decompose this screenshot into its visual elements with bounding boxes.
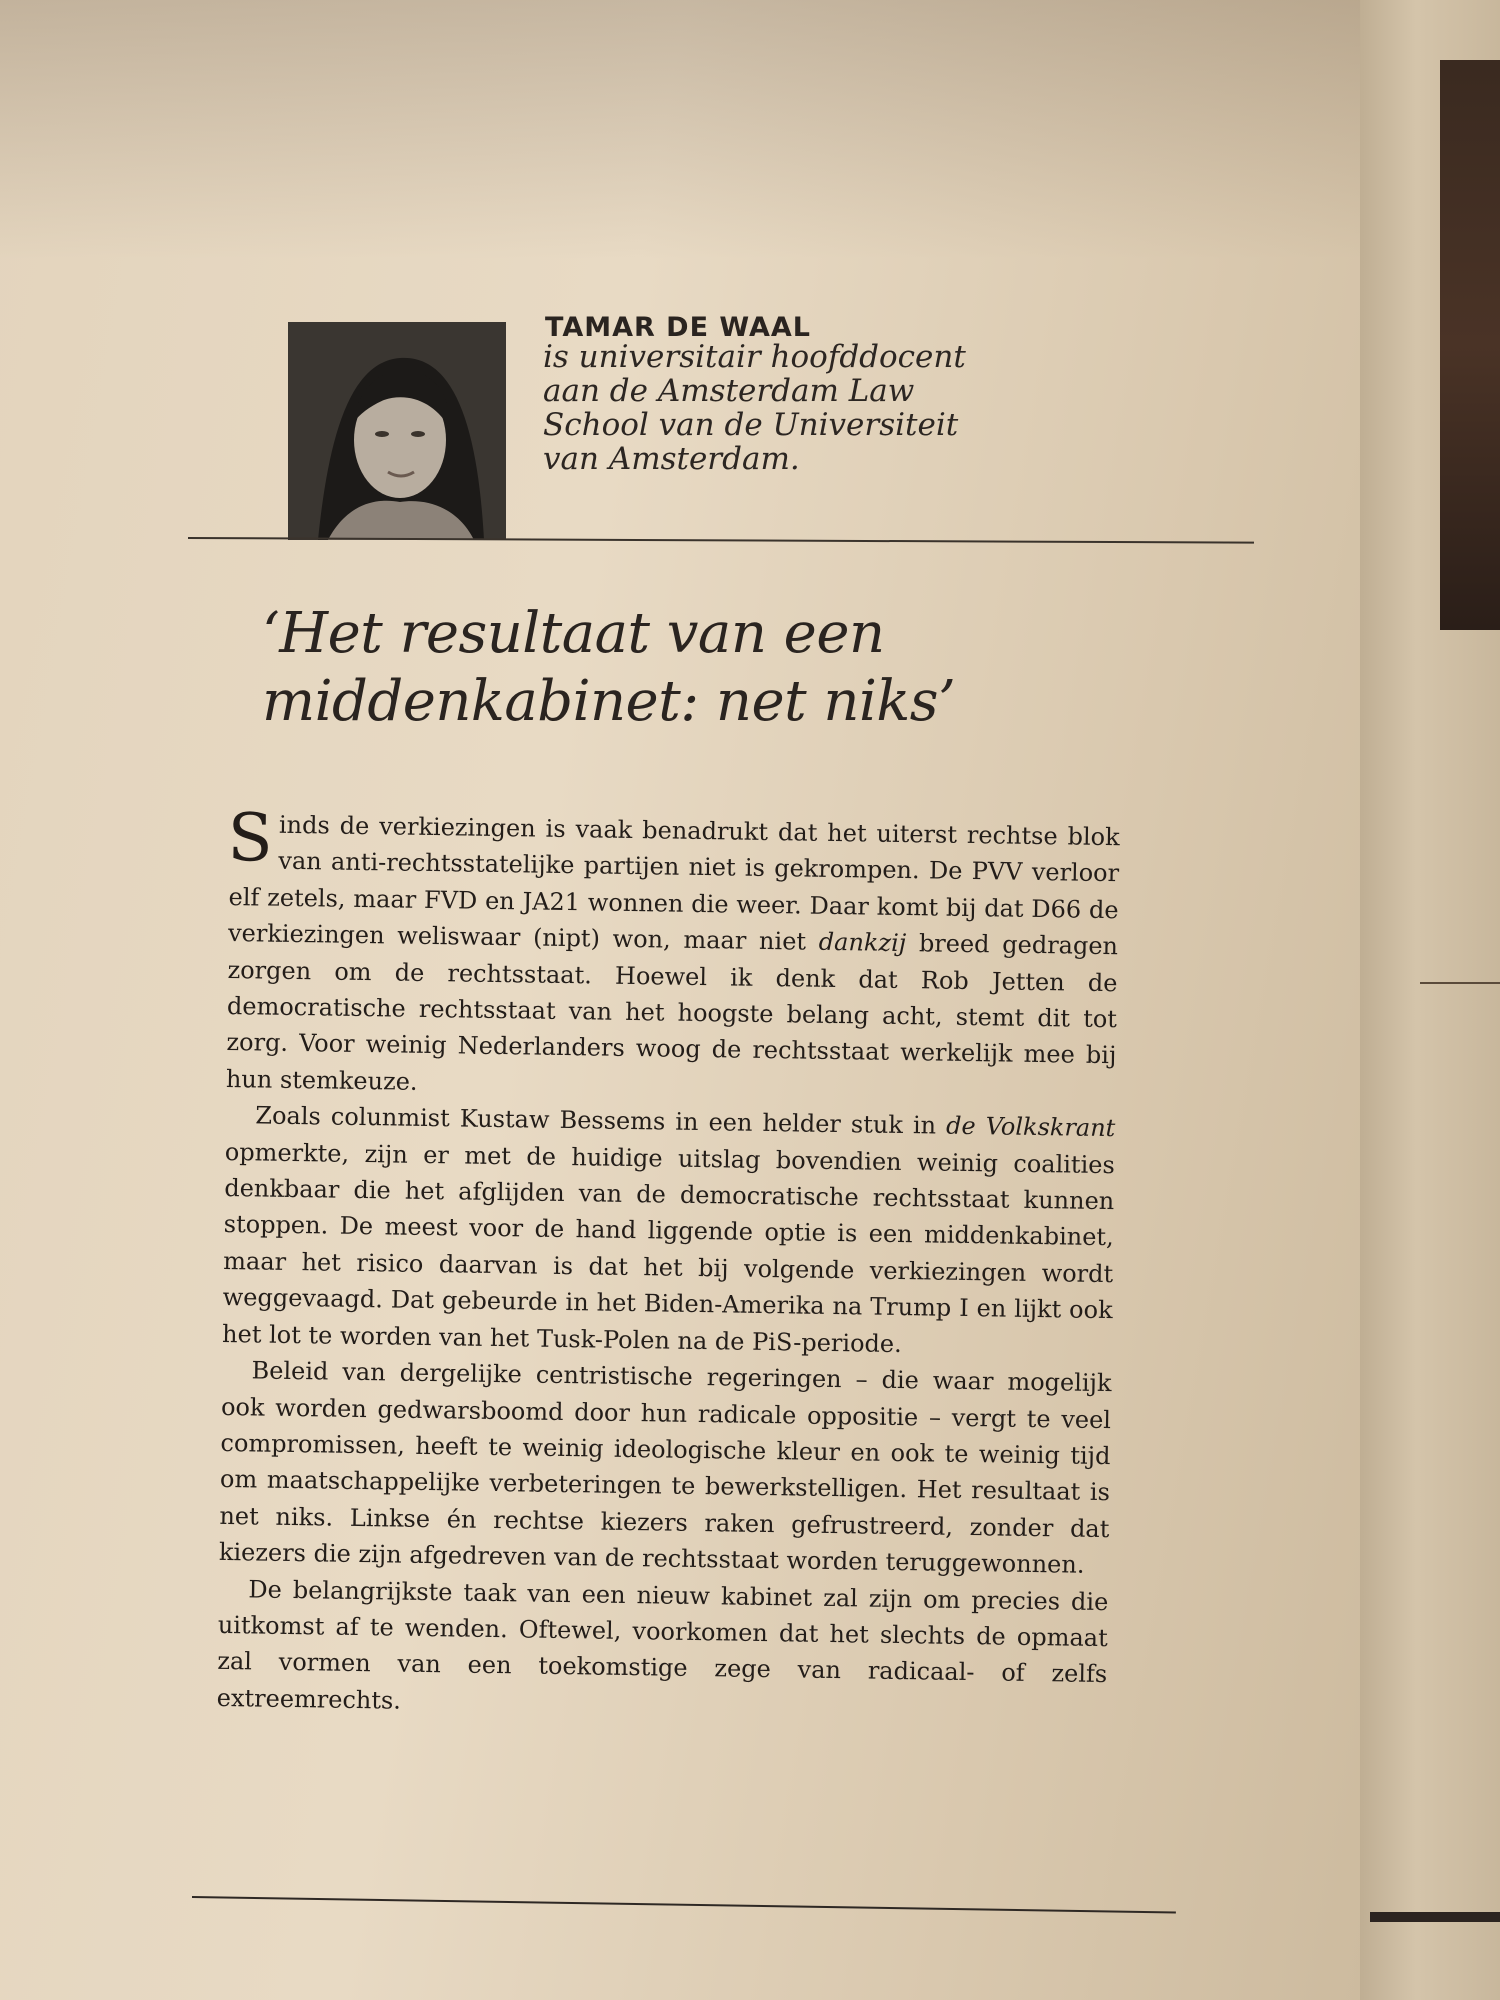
- adjacent-page-bar: [1370, 1912, 1500, 1922]
- paragraph-2-intro: Zoals colunmist Kustaw Bessems in een helder stuk in: [255, 1101, 947, 1140]
- headline: ‘Het resultaat van een middenkabinet: net niks’: [262, 601, 956, 734]
- paragraph-2-rest: opmerkte, zijn er met de huidige uitslag bovendien weinig coalities denkbaar die het afglijden van de democratische rechtsstaat kunnen stoppen. De meest voor de hand liggende optie is een middenkabinet, maar het risico daarvan is dat het bij volgende verkiezingen wordt weggevaagd. Dat gebeurde in het Biden-Amerika na Trump I en lijkt ook het lot te worden van het Tusk-Polen na de PiS-periode.: [221, 1137, 1115, 1358]
- paragraph-1-intro: inds de verkiezingen is vaak benadrukt dat het uiterst rechtse blok van anti-rechtsstatelijke partijen niet is gekrompen. De PVV verloor elf zetels, maar FVD en JA21 wonnen die weer. Daar komt bij dat D66 de verkiezingen weliswaar (nipt) won, maar niet: [227, 810, 1120, 956]
- paragraph-1: [225, 798, 1120, 1110]
- article-body: [216, 798, 1120, 1729]
- paragraph-3: Beleid van dergelijke centristische regeringen – die waar mogelijk ook worden gedwarsboomd door hun radicale oppositie – vergt te veel compromissen, heeft te weinig ideologische kleur en ook te weinig tijd om maatschappelijke verbeteringen te bewerkstelligen. Het resultaat is net niks. Linkse én rechtse kiezers raken gefrustreerd, zonder dat kiezers die zijn afgedreven van de rechtsstaat worden teruggewonnen.: [218, 1356, 1112, 1579]
- adjacent-page-rule: [1420, 982, 1500, 984]
- paragraph-2-emphasis: de Volkskrant: [945, 1111, 1116, 1143]
- paragraph-1-emphasis: dankzij: [818, 927, 907, 958]
- author-bio: is universitair hoofddocent aan de Amsterdam Law School van de Universiteit van Amsterdam.: [543, 339, 966, 477]
- drop-cap: S: [226, 798, 274, 877]
- background-window: [1440, 60, 1500, 630]
- paragraph-2: [222, 1097, 1116, 1365]
- author-photo: [288, 322, 506, 540]
- author-portrait-icon: [288, 322, 506, 540]
- paragraph-4: De belangrijkste taak van een nieuw kabinet zal zijn om precies die uitkomst af te wenden. Oftewel, voorkomen dat het slechts de opmaat zal vormen van een toekomstige zege van radicaal- of zelfs extreemrechts.: [216, 1574, 1109, 1715]
- paragraph-1-rest: breed gedragen zorgen om de rechtsstaat. Hoewel ik denk dat Rob Jetten de democratische rechtsstaat van het hoogste belang acht, stemt dit tot zorg. Voor weinig Nederlanders woog de rechtsstaat werkelijk mee bij hun stemkeuze.: [225, 929, 1119, 1096]
- author-name: TAMAR DE WAAL: [545, 312, 811, 343]
